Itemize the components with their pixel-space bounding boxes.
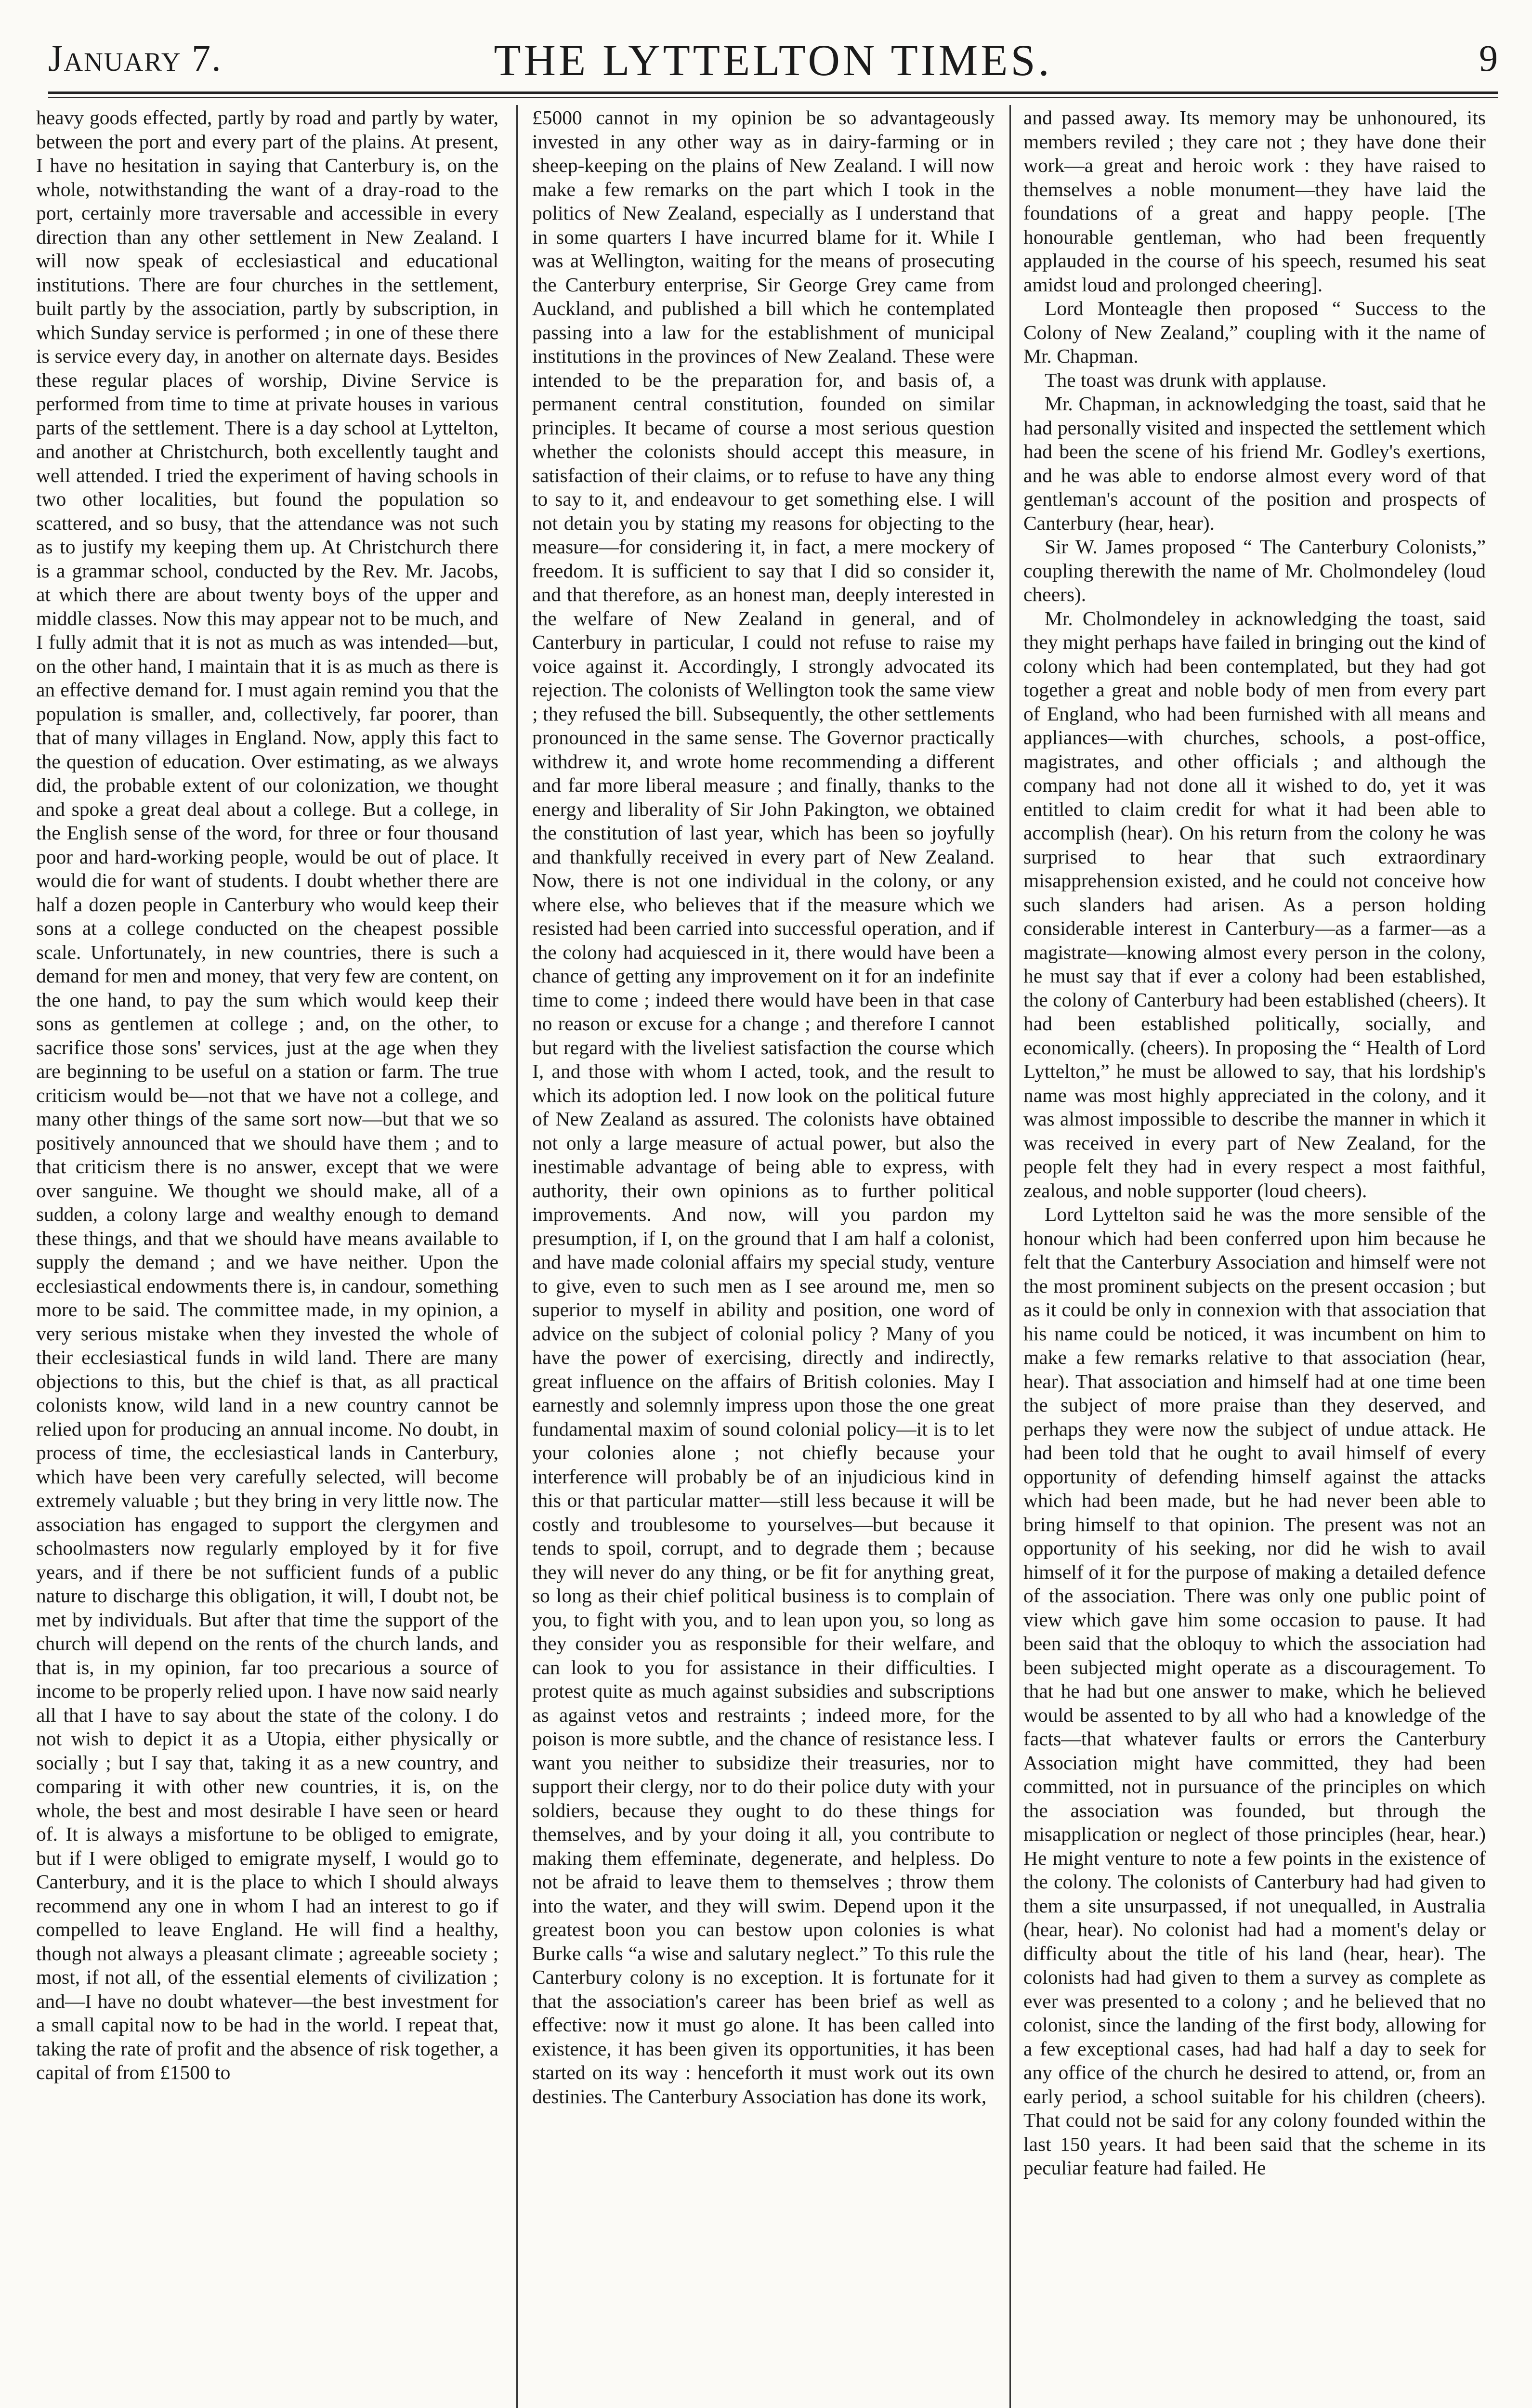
column-3-paragraph: Mr. Chapman, in acknowledging the toast, said that he had personally visited and inspected the settlement which had been the scene of his friend Mr. Godley's exertions, and he was able to endorse almost every word of that gentleman's account of the position and prospects of Canterbury (hear, hear). bbox=[1023, 393, 1486, 534]
newspaper-title: THE LYTTELTON TIMES. bbox=[494, 36, 1052, 85]
masthead bbox=[48, 29, 1498, 92]
column-3-paragraph: and passed away. Its memory may be unhonoured, its members reviled ; they care not ; they have done their work—a great and heroic work : they have raised to themselves a noble monument—they have laid the foundations of a great and happy people. [The honourable gentleman, who had been frequently applauded in the course of his speech, resumed his seat amidst loud and prolonged cheering]. bbox=[1023, 106, 1486, 296]
column-divider bbox=[1009, 105, 1011, 2408]
column-3-paragraph: Mr. Cholmondeley in acknowledging the toast, said they might perhaps have failed in bringing out the kind of colony which had been contemplated, but they had got together a great and noble body of men from every part of England, who had been furnished with all means and appliances—with churches, schools, a post-office, magistrates, and other officials ; and although the company had not done all it wished to do, yet it was entitled to claim credit for what it had been able to accomplish (hear). On his return from the colony he was surprised to hear that such extraordinary misapprehension existed, and he could not conceive how such slanders had arisen. As a person holding considerable interest in Canterbury—as a farmer—as a magistrate—knowing almost every person in the colony, he must say that if ever a colony had been established, the colony of Canterbury had been established (cheers). It had been established politically, socially, and economically. (cheers). In proposing the “ Health of Lord Lyttelton,” he must be allowed to say, that his lordship's name was most highly appreciated in the colony, and it was almost impossible to describe the manner in which it was received in every part of New Zealand, for the people felt they had in every respect a most faithful, zealous, and noble supporter (loud cheers). bbox=[1023, 607, 1486, 1202]
issue-date: January 7. bbox=[48, 37, 222, 79]
masthead-rule-thin bbox=[48, 97, 1498, 98]
page-number: 9 bbox=[1479, 37, 1498, 79]
column-3-paragraph: Sir W. James proposed “ The Canterbury Colonists,” coupling therewith the name of Mr. Cholmondeley (loud cheers). bbox=[1023, 536, 1486, 605]
column-3-paragraph: Lord Monteagle then proposed “ Success to the Colony of New Zealand,” coupling with it the name of Mr. Chapman. bbox=[1023, 297, 1486, 367]
column-3-paragraph: Lord Lyttelton said he was the more sensible of the honour which had been conferred upon him because he felt that the Canterbury Association and himself were not the most prominent subjects on the present occasion ; but as it could be only in connexion with that association that his name could be noticed, it was incumbent on him to make a few remarks relative to that association (hear, hear). That association and himself had at one time been the subject of more praise than they deserved, and perhaps they were now the subject of undue attack. He had been told that he ought to avail himself of every opportunity of defending himself against the attacks which had been made, but he had never been able to bring himself to that opinion. The present was not an opportunity of his seeking, nor did he wish to avail himself of it for the purpose of making a detailed defence of the association. There was only one public point of view which gave him some occasion to pause. It had been said that the obloquy to which the association had been subjected might operate as a discouragement. To that he had but one answer to make, which he believed would be assented to by all who had a knowledge of the facts—that whatever faults or errors the Canterbury Association might have committed, they had been committed, not in pursuance of the principles on which the association was founded, but through the misapplication or neglect of those principles (hear, hear.) He might venture to note a few points in the existence of the colony. The colonists of Canterbury had had given to them a site unsurpassed, if not unequalled, in Australia (hear, hear). No colonist had had a moment's delay or difficulty about the title of his land (hear, hear). The colonists had had given to them a survey as complete as ever was presented to a colony ; and he believed that no colonist, since the landing of the first body, allowing for a few exceptional cases, had had half a day to seek for any office of the church he desired to attend, or, from an early period, a school suitable for his children (cheers). That could not be said for any colony founded within the last 150 years. It had been said that the scheme in its peculiar feature had failed. He bbox=[1023, 1203, 1486, 2179]
masthead-rule-thick bbox=[48, 92, 1498, 94]
article-column-2 bbox=[532, 106, 995, 2408]
column-1-paragraph: heavy goods effected, partly by road and partly by water, between the port and every part of the plains. At present, I have no hesitation in saying that Canterbury is, on the whole, notwithstanding the want of a dray-road to the port, certainly more traversable and accessible in every direction than any other settlement in New Zealand. I will now speak of ecclesiastical and educational institutions. There are four churches in the settlement, built partly by the association, partly by subscription, in which Sunday service is performed ; in one of these there is service every day, in another on alternate days. Besides these regular places of worship, Divine Service is performed from time to time at private houses in various parts of the settlement. There is a day school at Lyttelton, and another at Christchurch, both excellently taught and well attended. I tried the experiment of having schools in two other localities, but found the population so scattered, and so busy, that the attendance was not such as to justify my keeping them up. At Christchurch there is a grammar school, conducted by the Rev. Mr. Jacobs, at which there are about twenty boys of the upper and middle classes. Now this may appear not to be much, and I fully admit that it is not as much as was intended—but, on the other hand, I maintain that it is as much as there is an effective demand for. I must again remind you that the population is smaller, and, collectively, far poorer, than that of many villages in England. Now, apply this fact to the question of education. Over estimating, as we always did, the probable extent of our colonization, we thought and spoke a great deal about a college. But a college, in the English sense of the word, for three or four thousand poor and hard-working people, would be out of place. It would die for want of students. I doubt whether there are half a dozen people in Canterbury who would keep their sons at a college conducted on the cheapest possible scale. Unfortunately, in new countries, there is such a demand for men and money, that very few are content, on the one hand, to pay the sum which would keep their sons as gentlemen at college ; and, on the other, to sacrifice those sons' services, just at the age when they are beginning to be useful on a station or farm. The true criticism would be—not that we have not a college, and many other things of the same sort now—but that we so positively announced that we should have them ; and to that criticism there is no answer, except that we were over sanguine. We thought we should make, all of a sudden, a colony large and wealthy enough to demand these things, and that we should have means available to supply the demand ; and we have neither. Upon the ecclesiastical endowments there is, in candour, something more to be said. The committee made, in my opinion, a very serious mistake when they invested the whole of their ecclesiastical funds in wild land. There are many objections to this, but the chief is that, as all practical colonists know, wild land in a new country cannot be relied upon for producing an annual income. No doubt, in process of time, the ecclesiastical lands in Canterbury, which have been very carefully selected, will become extremely valuable ; but they bring in very little now. The association has engaged to support the clergymen and schoolmasters now regularly employed by it for five years, and if there be not sufficient funds of a public nature to discharge this obligation, it will, I doubt not, be met by individuals. But after that time the support of the church will depend on the rents of the church lands, and that is, in my opinion, far too precarious a source of income to be properly relied upon. I have now said nearly all that I have to say about the state of the colony. I do not wish to depict it as a Utopia, either physically or socially ; but I say that, taking it as a new country, and comparing it with other new countries, it is, on the whole, the best and most desirable I have seen or heard of. It is always a misfortune to be obliged to emigrate, but if I were obliged to emigrate myself, I would go to Canterbury, and it is the place to which I should always recommend any one in whom I had an interest to go if compelled to leave England. He will find a healthy, though not always a pleasant climate ; agreeable society ; most, if not all, of the essential elements of civilization ; and—I have no doubt whatever—the best investment for a small capital now to be had in the world. I repeat that, taking the rate of profit and the absence of risk together, a capital of from £1500 to bbox=[36, 106, 498, 2083]
article-column-3 bbox=[1023, 106, 1486, 2408]
column-divider bbox=[516, 105, 518, 2408]
article-column-1 bbox=[36, 106, 498, 2408]
column-2-paragraph: £5000 cannot in my opinion be so advantageously invested in any other way as in dairy-farming or in sheep-keeping on the plains of New Zealand. I will now make a few remarks on the part which I took in the politics of New Zealand, especially as I understand that in some quarters I have incurred blame for it. While I was at Wellington, waiting for the means of prosecuting the Canterbury enterprise, Sir George Grey came from Auckland, and published a bill which he contemplated passing into a law for the establishment of municipal institutions in the provinces of New Zealand. These were intended to be the preparation for, and basis of, a permanent central constitution, founded on similar principles. It became of course a most serious question whether the colonists should accept this measure, in satisfaction of their claims, or to refuse to have any thing to say to it, and endeavour to get something else. I will not detain you by stating my reasons for objecting to the measure—for considering it, in fact, a mere mockery of freedom. It is sufficient to say that I did so consider it, and that therefore, as an honest man, deeply interested in the welfare of New Zealand in general, and of Canterbury in particular, I could not refuse to raise my voice against it. Accordingly, I strongly advocated its rejection. The colonists of Wellington took the same view ; they refused the bill. Subsequently, the other settlements pronounced in the same sense. The Governor practically withdrew it, and wrote home recommending a different and far more liberal measure ; and finally, thanks to the energy and liberality of Sir John Pakington, we obtained the constitution of last year, which has been so joyfully and thankfully received in every part of New Zealand. Now, there is not one individual in the colony, or any where else, who believes that if the measure which we resisted had been carried into successful operation, and if the colony had acquiesced in it, there would have been a chance of getting any improvement on it for an indefinite time to come ; indeed there would have been in that case no reason or excuse for a change ; and therefore I cannot but regard with the liveliest satisfaction the course which I, and those with whom I acted, took, and the result to which its adoption led. I now look on the political future of New Zealand as assured. The colonists have obtained not only a large measure of actual power, but also the inestimable advantage of being able to express, with authority, their own opinions as to further political improvements. And now, will you pardon my presumption, if I, on the ground that I am half a colonist, and have made colonial affairs my special study, venture to give, even to such men as I see around me, men so superior to myself in ability and position, one word of advice on the subject of colonial policy ? Many of you have the power of exercising, directly and indirectly, great influence on the affairs of British colonies. May I earnestly and solemnly impress upon those the one great fundamental maxim of sound colonial policy—it is to let your colonies alone ; not chiefly because your interference will probably be of an injudicious kind in this or that particular matter—still less because it will be costly and troublesome to yourselves—but because it tends to spoil, corrupt, and to degrade them ; because they will never do any thing, or be fit for anything great, so long as their chief political business is to complain of you, to fight with you, and to lean upon you, so long as they consider you as responsible for their welfare, and can look to you for assistance in their difficulties. I protest quite as much against subsidies and subscriptions as against vetos and restraints ; indeed more, for the poison is more subtle, and the chance of resistance less. I want you neither to subsidize their treasuries, nor to support their clergy, nor to do their police duty with your soldiers, because they ought to do these things for themselves, and by your doing it all, you contribute to making them effeminate, degenerate, and helpless. Do not be afraid to leave them to themselves ; throw them into the water, and they will swim. Depend upon it the greatest boon you can bestow upon colonies is what Burke calls “a wise and salutary neglect.” To this rule the Canterbury colony is no exception. It is fortunate for it that the association's career has been brief as well as effective: now it must go alone. It has been called into existence, it has been given its opportunities, it has been started on its way : henceforth it must work out its own destinies. The Canterbury Association has done its work, bbox=[532, 106, 995, 2107]
column-3-paragraph: The toast was drunk with applause. bbox=[1045, 368, 1327, 391]
